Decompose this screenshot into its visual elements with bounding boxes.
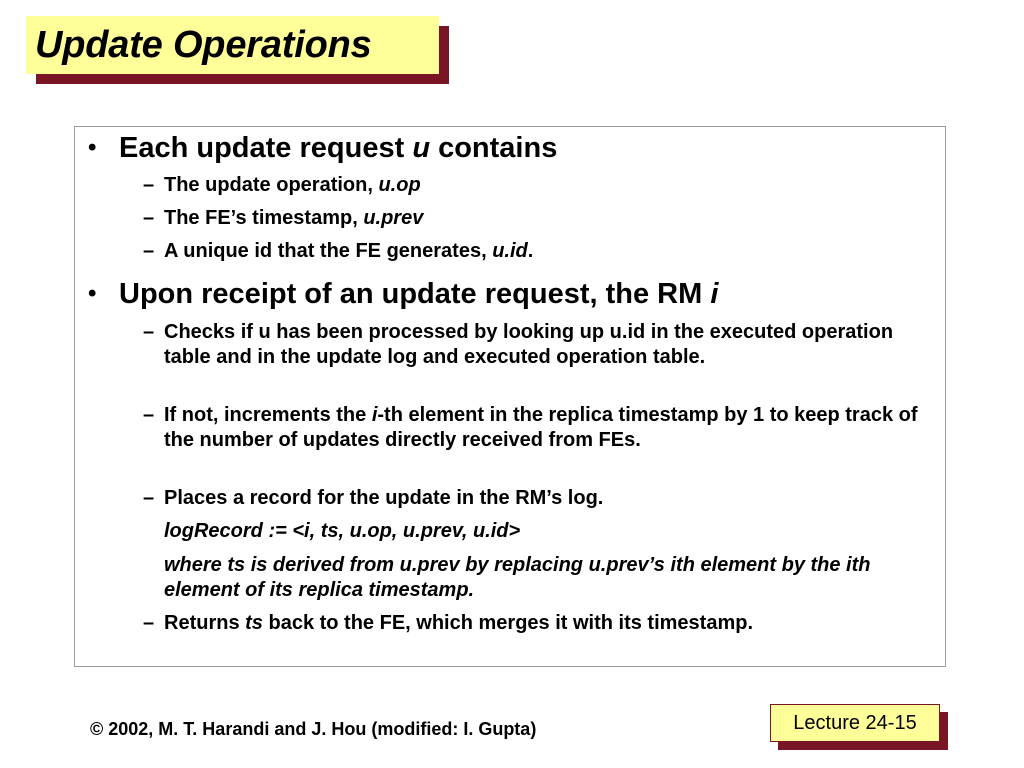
slide-title: Update Operations	[35, 24, 372, 66]
content-box	[74, 126, 946, 667]
sub-2-4-a: Returns	[164, 612, 246, 634]
bullet-1-text-a: Each update request	[119, 132, 413, 164]
log-record-note: logRecord := <i, ts, u.op, u.prev, u.id>	[164, 520, 521, 542]
sub-1-3-b: u.id	[492, 240, 528, 262]
lecture-badge	[770, 704, 940, 742]
sub-1-3-a: A unique id that the FE generates,	[164, 240, 493, 262]
dash-marker: –	[143, 240, 155, 262]
sub-2-4-c: back to the FE, which merges it with its timestamp.	[262, 612, 754, 634]
title-box	[26, 16, 439, 74]
lecture-number: Lecture 24-15	[793, 711, 917, 734]
timestamp-note: where ts is derived from u.prev by replacing u.prev’s ith element by the ith element of its replica timestamp.	[164, 554, 871, 601]
sub-2-3	[143, 486, 938, 511]
sub-2-2-b: i	[371, 404, 378, 426]
sub-1-2-a: The FE’s timestamp,	[164, 207, 364, 229]
dash-marker: –	[143, 487, 155, 509]
sub-1-2-b: u.prev	[363, 207, 424, 229]
bullet-marker: •	[88, 134, 97, 161]
sub-2-4	[143, 611, 938, 636]
sub-1-2	[143, 206, 938, 231]
sub-1-3	[143, 239, 938, 264]
sub-2-1-text: Checks if u has been processed by looking up u.id in the executed operation table and in the update log and executed operation table.	[164, 321, 894, 368]
bullet-2-text-b: i	[710, 278, 719, 310]
sub-2-2-c: -th element in the replica timestamp by 1 to keep track of the number of updates directly received from FEs.	[164, 404, 918, 451]
sub-2-2-a: If not, increments the	[164, 404, 372, 426]
bullet-marker: •	[88, 280, 97, 307]
dash-marker: –	[143, 207, 155, 229]
sub-2-3-text: Places a record for the update in the RM’s log.	[164, 487, 604, 509]
dash-marker: –	[143, 321, 155, 343]
dash-marker: –	[143, 174, 155, 196]
sub-1-3-c: .	[527, 240, 534, 262]
sub-1-1	[143, 173, 938, 198]
sub-2-2	[143, 403, 938, 453]
dash-marker: –	[143, 612, 155, 634]
bullet-1-text-b: u	[412, 132, 431, 164]
sub-2-4-b: ts	[245, 612, 263, 634]
dash-marker: –	[143, 404, 155, 426]
sub-2-1	[143, 320, 938, 370]
bullet-1-text-c: contains	[430, 132, 558, 164]
copyright-footer: © 2002, M. T. Harandi and J. Hou (modified: I. Gupta)	[90, 719, 537, 739]
bullet-2-text-a: Upon receipt of an update request, the RM	[119, 278, 711, 310]
sub-1-1-a: The update operation,	[164, 174, 379, 196]
sub-1-1-b: u.op	[378, 174, 421, 196]
